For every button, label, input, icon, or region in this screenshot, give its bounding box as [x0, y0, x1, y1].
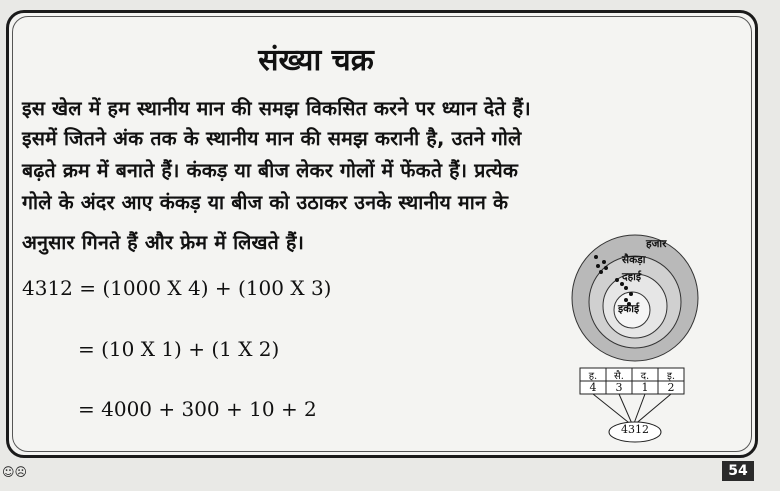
- place-header-thousands: ह.: [588, 371, 598, 382]
- paragraph-line-5: अनुसार गिनते हैं और फ्रेम में लिखते हैं।: [22, 231, 305, 254]
- smiley-icons: ☺☹: [2, 465, 28, 479]
- paragraph-line-4: गोले के अंदर आए कंकड़ या बीज को उठाकर उनके स्थानीय मान के: [22, 191, 509, 214]
- place-value-ones: 2: [667, 381, 675, 394]
- equation-2: = (10 X 1) + (1 X 2): [78, 337, 280, 361]
- page-number: 54: [722, 461, 754, 481]
- paragraph-line-1: इस खेल में हम स्थानीय मान की समझ विकसित करने पर ध्यान देते हैं।: [22, 97, 531, 120]
- equation-1: 4312 = (1000 X 4) + (100 X 3): [22, 276, 332, 300]
- ring-label-tens: दहाई: [622, 271, 642, 283]
- place-header-hundreds: सै.: [614, 371, 624, 382]
- place-value-hundreds: 3: [615, 381, 623, 394]
- page-title: संख्या चक्र: [258, 43, 374, 78]
- place-header-ones: इ.: [666, 371, 676, 382]
- place-value-tens: 1: [641, 381, 649, 394]
- number-wheel-diagram: [560, 230, 720, 448]
- place-header-tens: द.: [640, 371, 650, 382]
- paragraph-line-3: बढ़ते क्रम में बनाते हैं। कंकड़ या बीज लेकर गोलों में फेंकते हैं। प्रत्येक: [22, 159, 519, 182]
- equation-3: = 4000 + 300 + 10 + 2: [78, 397, 317, 421]
- ring-label-thousands: हजार: [646, 238, 667, 250]
- total-number: 4312: [621, 423, 649, 436]
- paragraph-line-2: इसमें जितने अंक तक के स्थानीय मान की समझ करानी है, उतने गोले: [22, 127, 522, 150]
- ring-label-ones: इकाई: [618, 303, 640, 315]
- ring-label-hundreds: सैकड़ा: [622, 254, 646, 266]
- place-value-thousands: 4: [589, 381, 597, 394]
